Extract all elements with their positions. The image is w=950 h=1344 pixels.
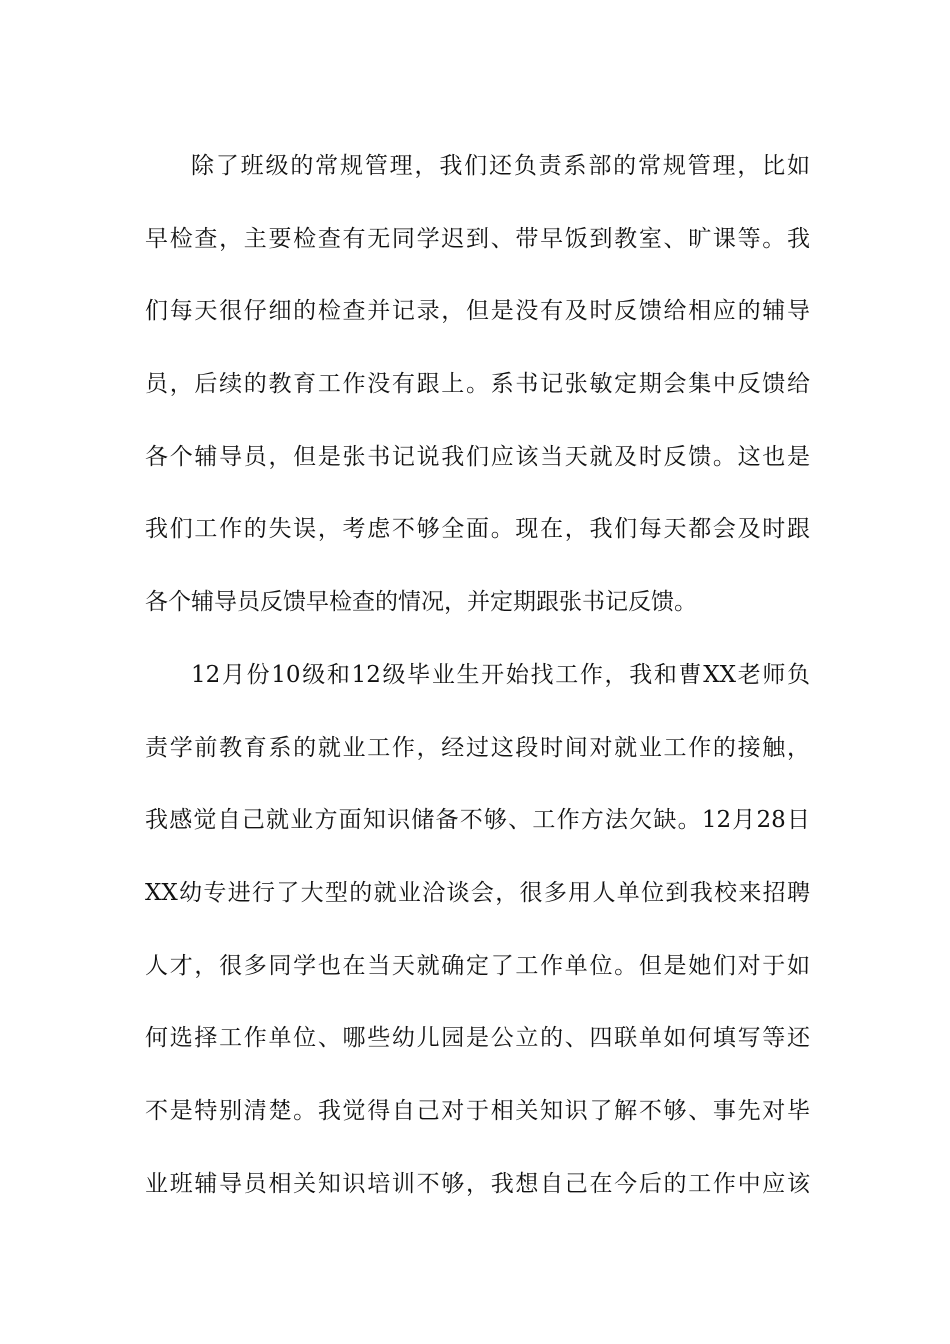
paragraph-2 (145, 639, 810, 1221)
paragraph-line: 各个辅导员，但是张书记说我们应该当天就及时反馈。这也是 (145, 443, 810, 470)
paragraph-line: XX幼专进行了大型的就业洽谈会，很多用人单位到我校来招聘 (145, 879, 810, 906)
paragraph-last-line: 各个辅导员反馈早检查的情况，并定期跟张书记反馈。 (145, 589, 697, 616)
document-body (145, 130, 810, 1220)
paragraph-1 (145, 130, 810, 639)
paragraph-line: 12月份10级和12级毕业生开始找工作，我和曹XX老师负 (191, 661, 810, 688)
paragraph-line: 我感觉自己就业方面知识储备不够、工作方法欠缺。12月28日 (145, 807, 810, 834)
paragraph-line: 早检查，主要检查有无同学迟到、带早饭到教室、旷课等。我 (145, 225, 810, 252)
paragraph-line: 何选择工作单位、哪些幼儿园是公立的、四联单如何填写等还 (145, 1025, 810, 1052)
paragraph-line: 们每天很仔细的检查并记录，但是没有及时反馈给相应的辅导 (145, 298, 810, 325)
paragraph-line: 业班辅导员相关知识培训不够，我想自己在今后的工作中应该 (145, 1170, 810, 1197)
paragraph-line: 员，后续的教育工作没有跟上。系书记张敏定期会集中反馈给 (145, 371, 810, 398)
paragraph-line: 人才，很多同学也在当天就确定了工作单位。但是她们对于如 (145, 952, 810, 979)
paragraph-line: 我们工作的失误，考虑不够全面。现在，我们每天都会及时跟 (145, 516, 810, 543)
paragraph-line: 责学前教育系的就业工作，经过这段时间对就业工作的接触， (145, 734, 810, 761)
paragraph-line: 不是特别清楚。我觉得自己对于相关知识了解不够、事先对毕 (145, 1097, 810, 1124)
paragraph-line: 除了班级的常规管理，我们还负责系部的常规管理，比如 (191, 153, 810, 179)
